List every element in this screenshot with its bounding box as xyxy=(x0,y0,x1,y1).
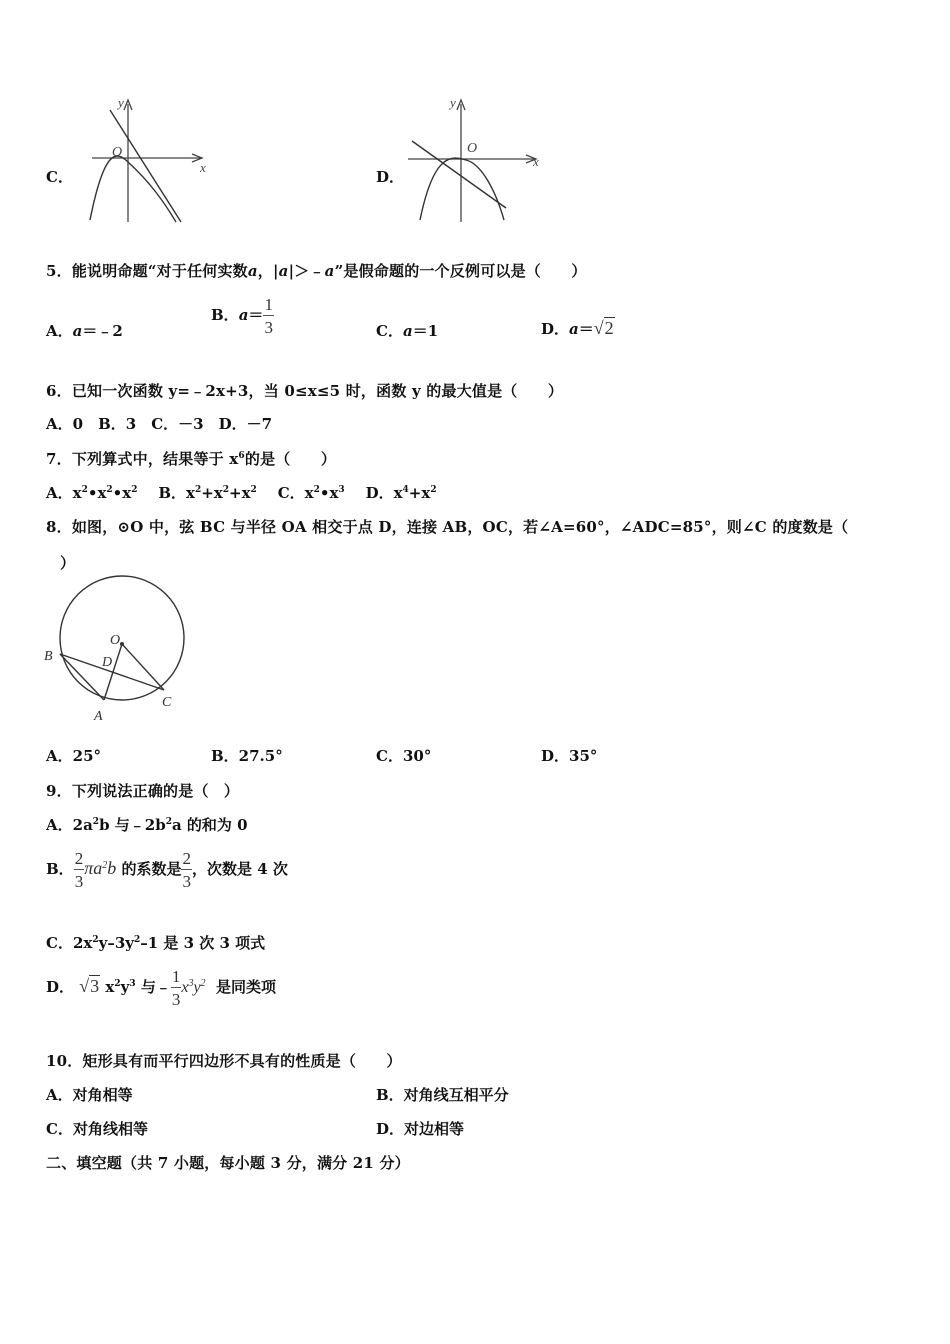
graph-d-x-label: x xyxy=(533,154,539,169)
q5-option-c[interactable]: C．a＝1 xyxy=(376,322,439,340)
label-o: O xyxy=(110,633,121,648)
q6-stem: 6．已知一次函数 y=﹣2x+3，当 0≤x≤5 时，函数 y 的最大值是（ ） xyxy=(46,382,564,400)
q9-b-coef-fraction: $\frac{2}{3}$ xyxy=(182,849,191,891)
q7-stem: 7．下列算式中，结果等于 $x^6$的是（ ） xyxy=(46,450,337,468)
q10-option-c[interactable]: C．对角线相等 xyxy=(46,1120,148,1138)
q4-graph-c xyxy=(80,92,215,227)
q8-option-b[interactable]: B．27.5° xyxy=(211,747,283,765)
q4-option-d-label[interactable]: D． xyxy=(376,168,405,186)
q8-stem-cont: ） xyxy=(60,554,76,572)
q10-stem: 10．矩形具有而平行四边形不具有的性质是（ ） xyxy=(46,1052,402,1070)
label-d: D xyxy=(102,655,113,670)
q10-option-b[interactable]: B．对角线互相平分 xyxy=(376,1086,509,1104)
sqrt-icon: √2 xyxy=(593,318,614,338)
q7-option-b[interactable]: B．$x^2+x^2+x^2$ xyxy=(158,484,257,502)
graph-d-y-label: y xyxy=(450,95,456,110)
q9-option-b[interactable]: B． $\frac{2}{3}$ $\pi a^2b$ 的系数是 $\frac{2}{3}$ ，次数是 4 次 xyxy=(46,849,288,891)
q5-stem: 5．能说明命题“对于任何实数a，|a|＞﹣a”是假命题的一个反例可以是（ ） xyxy=(46,262,587,280)
q10-option-a[interactable]: A．对角相等 xyxy=(46,1086,133,1104)
q5-option-d[interactable]: D．a＝√2 xyxy=(541,318,614,338)
graph-d-parabola xyxy=(420,158,504,220)
sqrt-icon: √3 xyxy=(79,976,100,996)
graph-c-parabola xyxy=(90,156,176,222)
q7-option-c[interactable]: C．$x^2•x^3$ xyxy=(277,484,345,502)
q5-option-b[interactable]: B．a＝ $\frac{1}{3}$ xyxy=(211,295,273,337)
q8-circle-figure xyxy=(40,574,200,724)
graph-c-y-label: y xyxy=(118,95,124,110)
graph-c-line xyxy=(110,110,181,222)
q5-option-a[interactable]: A．a＝﹣2 xyxy=(46,322,123,340)
section-2-heading: 二、填空题（共 7 小题，每小题 3 分，满分 21 分） xyxy=(46,1154,410,1172)
q9-option-c[interactable]: C．$2x^2y-3y^2-1$ 是 3 次 3 项式 xyxy=(46,934,266,952)
graph-c-x-label: x xyxy=(200,160,206,175)
q10-option-d[interactable]: D．对边相等 xyxy=(376,1120,465,1138)
q7-option-d[interactable]: D．$x^4+x^2$ xyxy=(365,484,437,502)
q8-option-a[interactable]: A．25° xyxy=(46,747,102,765)
q8-option-d[interactable]: D．35° xyxy=(541,747,598,765)
graph-c-origin-label: O xyxy=(112,145,123,160)
q8-stem: 8．如图，⊙O 中，弦 BC 与半径 OA 相交于点 D，连接 AB，OC，若∠A=60°，∠ADC=85°，则∠C 的度数是（ xyxy=(46,518,849,536)
label-b: B xyxy=(44,649,53,664)
q8-option-c[interactable]: C．30° xyxy=(376,747,432,765)
q9-stem: 9．下列说法正确的是（ ） xyxy=(46,782,240,800)
label-a: A xyxy=(94,709,103,724)
circle-o xyxy=(60,576,184,700)
q5-option-b-fraction: $\frac{1}{3}$ xyxy=(264,295,273,337)
q6-options[interactable]: A．0 B．3 C．－3 D．－7 xyxy=(46,415,273,433)
q7-option-a[interactable]: A．$x^2•x^2•x^2$ xyxy=(46,484,138,502)
radius-oa xyxy=(104,644,122,700)
q9-option-d[interactable]: D． √3 $x^2y^3$ 与﹣ $\frac{1}{3}$ $x^3y^2$ 是同类项 xyxy=(46,967,277,1009)
point-o xyxy=(120,642,124,646)
q7-options xyxy=(46,482,437,503)
q4-option-c-label[interactable]: C． xyxy=(46,168,73,186)
label-c: C xyxy=(162,695,172,710)
q9-d-fraction: $\frac{1}{3}$ xyxy=(171,967,181,1009)
q4-graph-d xyxy=(404,92,549,227)
q9-option-a[interactable]: A．$2a^2b$ 与$﹣2b^2a$ 的和为 0 xyxy=(46,816,248,834)
graph-d-origin-label: O xyxy=(467,141,478,156)
q9-b-fraction: $\frac{2}{3}$ xyxy=(74,849,84,891)
